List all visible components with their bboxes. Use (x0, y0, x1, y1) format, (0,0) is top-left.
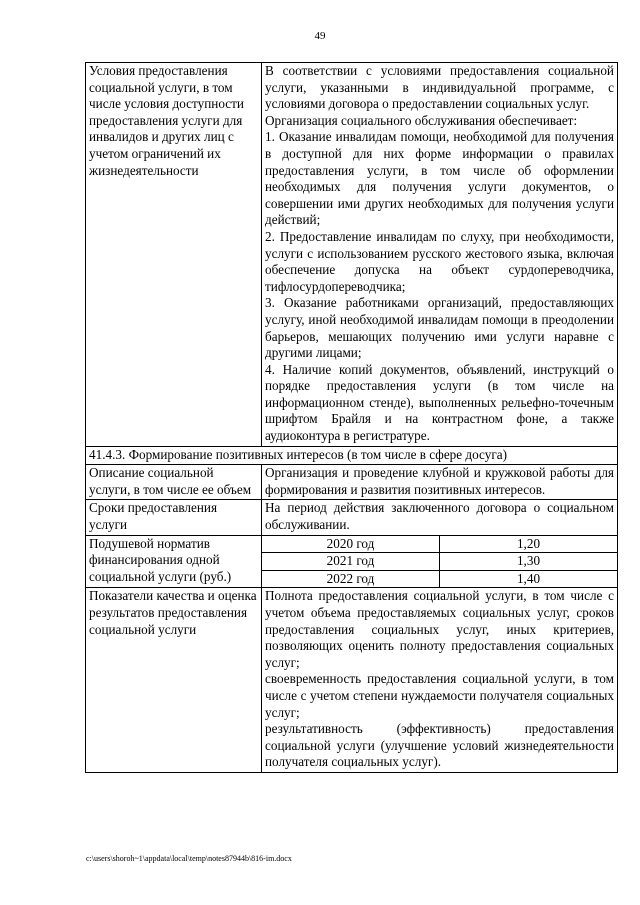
funding-amount: 1,40 (516, 570, 541, 586)
section-title: 41.4.3. Формирование позитивных интересов (в том числе в сфере досуга) (86, 446, 618, 465)
conditions-paragraph: 2. Предоставление инвалидам по слуху, при необходимости, услуги с использованием русского жестового языка, включая обеспечение допуска на объект сурдопереводчика, тифлосурдопереводчика; (265, 228, 614, 294)
conditions-label: Условия предоставления социальной услуги, в том числе условия доступности предоставления услуги для инвалидов и других лиц с учетом ограничений их жизнедеятельности (86, 63, 262, 447)
conditions-paragraph: 4. Наличие копий документов, объявлений, инструкций о порядке предоставления услуги (в том числе на информационном стенде), выполненных рельефно-точечным шрифтом Брайля и на контрастном фоне, а также аудиоконтура в регистратуре. (265, 361, 614, 444)
quality-value (262, 588, 618, 773)
conditions-paragraph: В соответствии с условиями предоставления социальной услуги, указанными в индивидуальной программе, с условиями договора о предоставлении социальных услуг. (265, 63, 614, 112)
funding-amount: 1,30 (440, 553, 618, 571)
quality-paragraph: Полнота предоставления социальной услуги, в том числе с учетом объема предоставляемых социальных услуг, сроков предоставления социальных услуг, иных критериев, позволяющих оценить полноту предоставления социальных услуг; (265, 588, 614, 670)
funding-values (262, 535, 618, 588)
funding-table (262, 536, 617, 588)
table-row-quality (86, 588, 618, 773)
quality-label: Показатели качества и оценка результатов предоставления социальной услуги (86, 588, 262, 773)
quality-paragraph: своевременность предоставления социальной услуги, в том числе с учетом степени нуждаемости получателя социальных услуг; (265, 671, 614, 720)
table-row-conditions (86, 63, 618, 447)
terms-label: Сроки предоставления услуги (86, 500, 262, 535)
conditions-paragraph: 3. Оказание работниками организаций, предоставляющих услугу, иной необходимой инвалидам помощи в преодолении барьеров, мешающих получению ими услуги наравне с другими лицами; (265, 295, 614, 361)
description-label: Описание социальной услуги, в том числе ее объем (86, 465, 262, 500)
funding-year: 2022 год (262, 570, 440, 587)
funding-row (262, 553, 617, 571)
conditions-paragraph: 1. Оказание инвалидам помощи, необходимой для получения в доступной для них форме информации о правилах предоставления услуги, в том числе об оформлении необходимых для получения услуги документов, о совершении ими других необходимых для получения услуги действий; (265, 129, 614, 228)
funding-year: 2020 год (262, 536, 440, 553)
terms-value: На период действия заключенного договора о социальном обслуживании. (262, 500, 618, 535)
table-row-funding (86, 535, 618, 588)
description-value: Организация и проведение клубной и кружковой работы для формирования и развития позитивных интересов. (262, 465, 618, 500)
funding-label: Подушевой норматив финансирования одной социальной услуги (руб.) (86, 535, 262, 588)
footer-file-path: c:\users\shoroh~1\appdata\local\temp\notes87944b\816-im.docx (86, 854, 292, 863)
funding-row (262, 570, 617, 587)
page-number: 49 (314, 30, 326, 42)
conditions-value (262, 63, 618, 447)
table-row-terms (86, 500, 618, 535)
services-table (85, 62, 618, 773)
section-header-row (86, 446, 618, 465)
funding-year: 2021 год (262, 553, 440, 571)
table-row-description (86, 465, 618, 500)
quality-paragraph: результативность (эффективность) предоставления социальной услуги (улучшение условий жизнедеятельности получателя социальных услуг). (265, 721, 614, 770)
conditions-paragraph: Организация социального обслуживания обеспечивает: (265, 112, 578, 128)
funding-amount: 1,20 (440, 536, 618, 553)
funding-row (262, 536, 617, 553)
